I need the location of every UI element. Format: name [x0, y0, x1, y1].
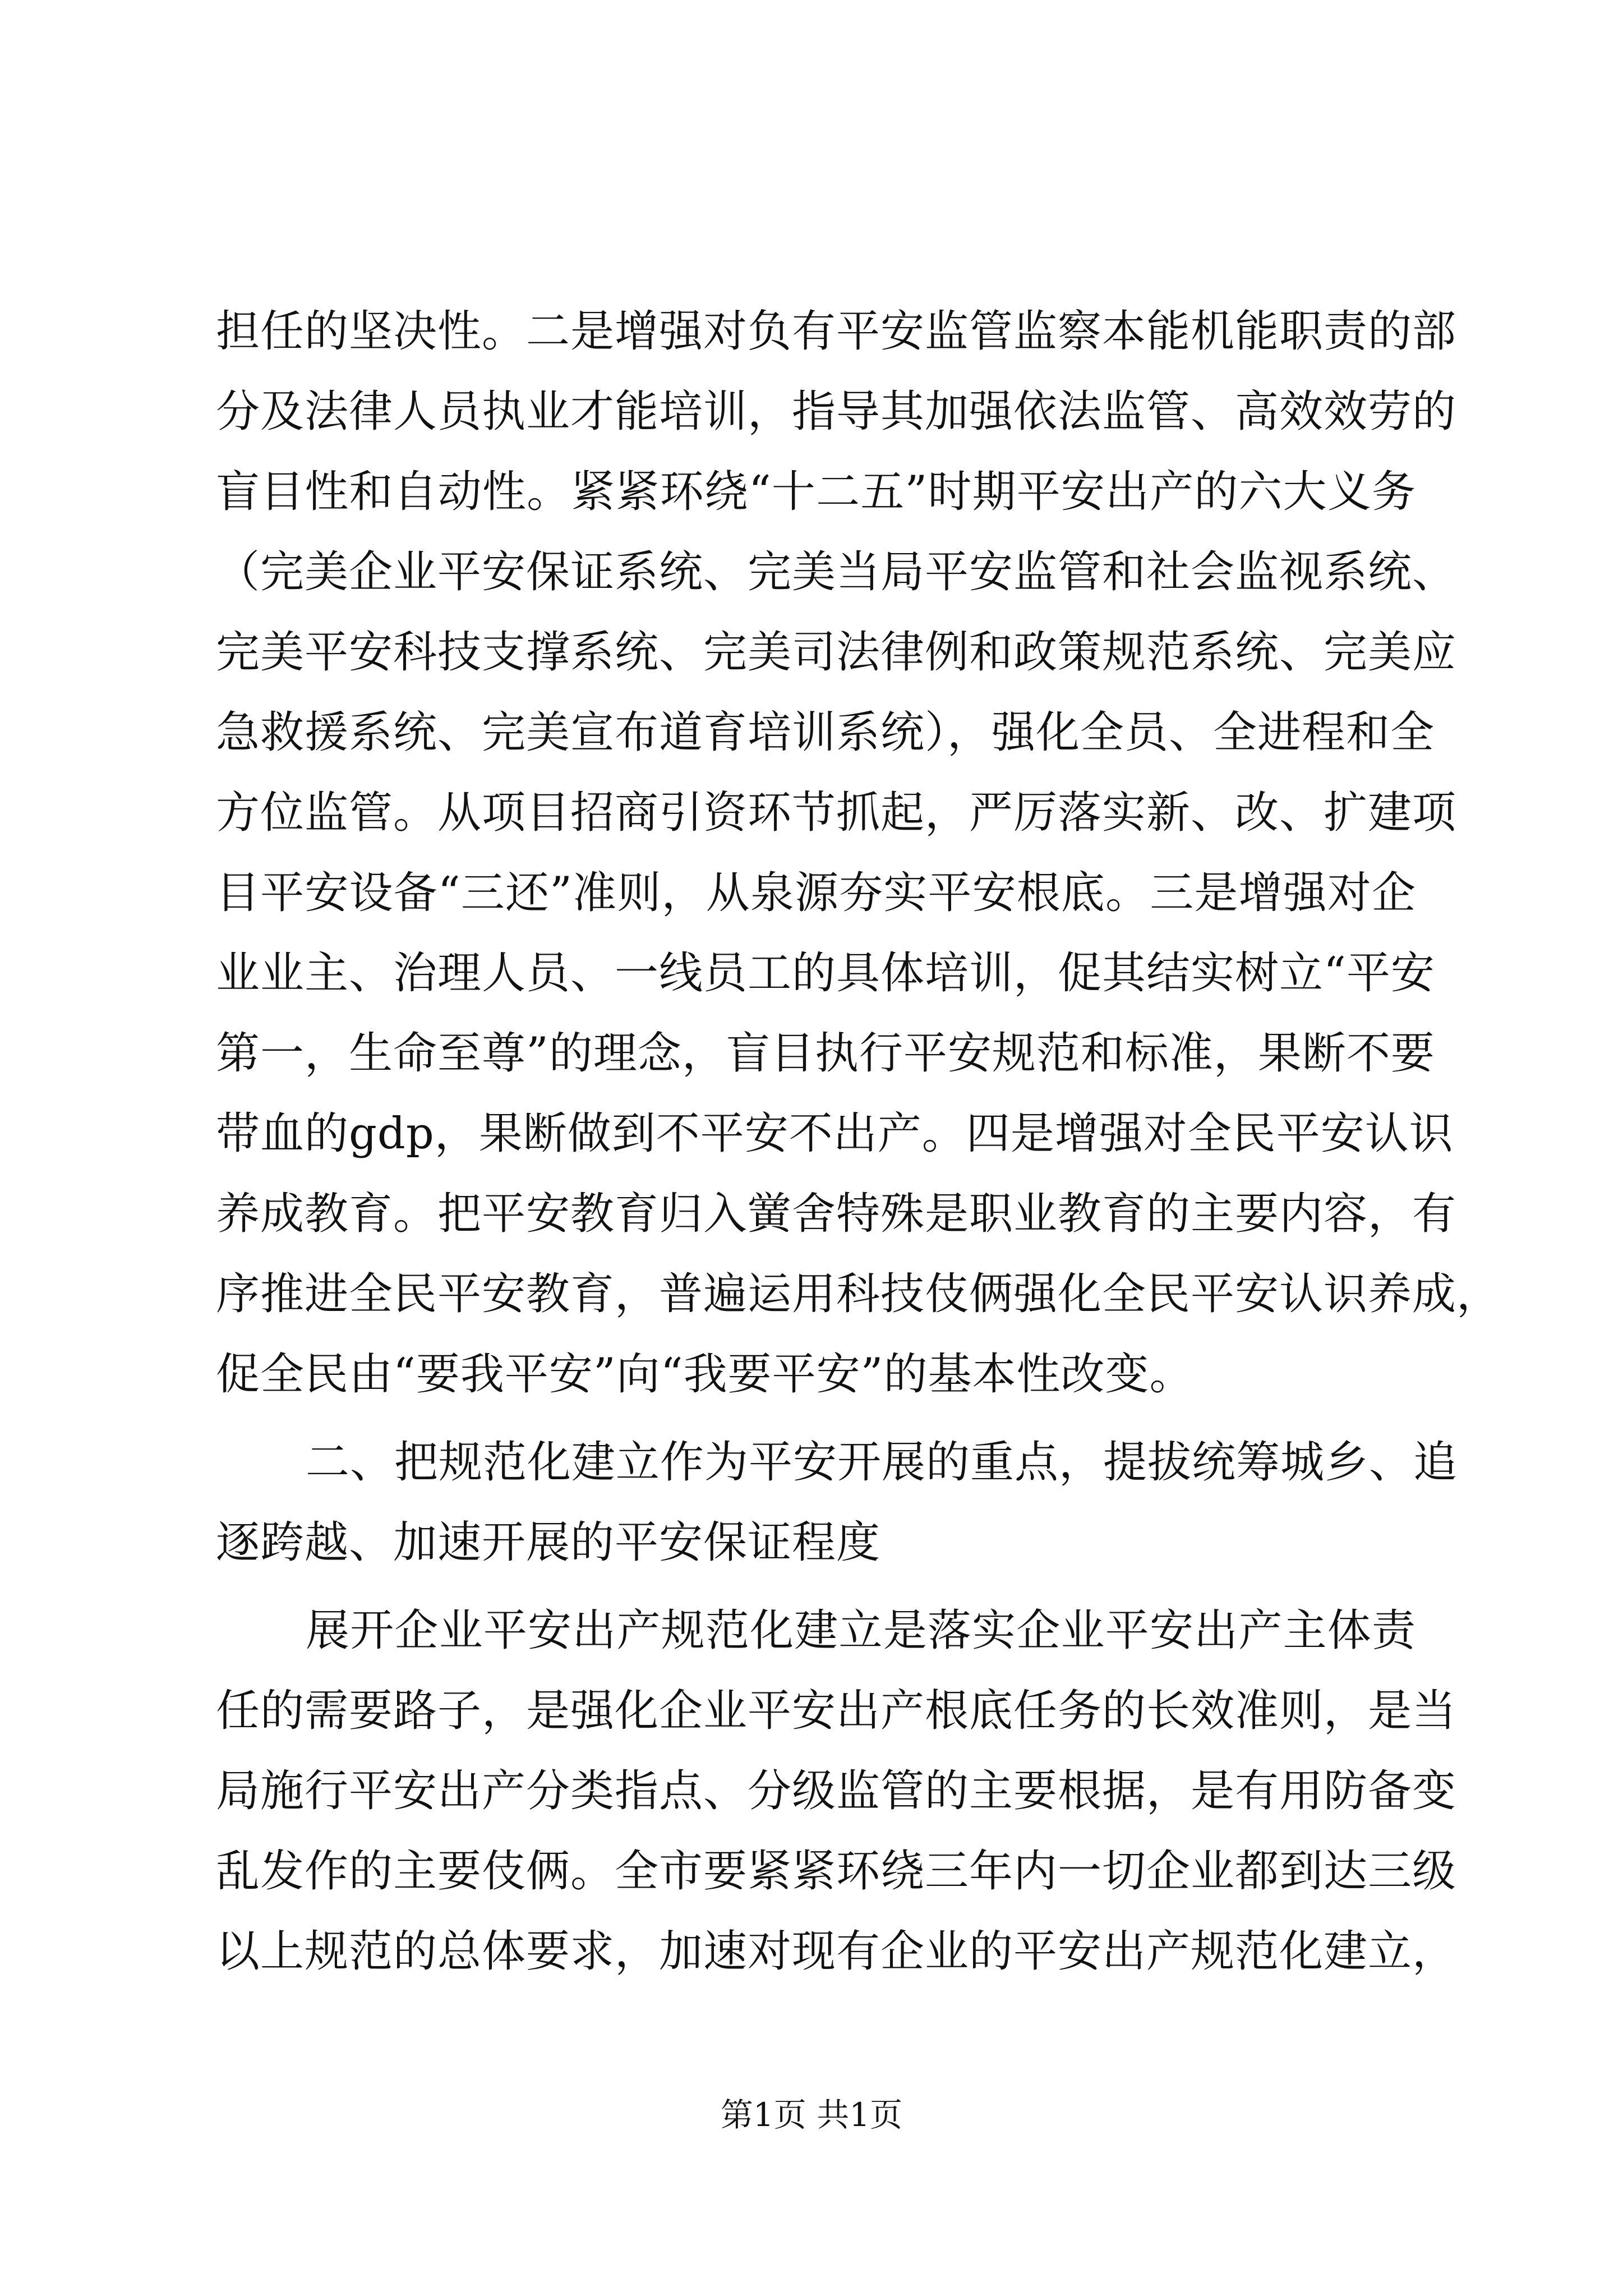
document-body	[216, 292, 1501, 1992]
text-line: 序推进全民平安教育，普遍运用科技伎俩强化全民平安认识养成，	[216, 1269, 1501, 1319]
text-line: 业业主、治理人员、一线员工的具体培训，促其结实树立“平安	[216, 948, 1435, 999]
paragraph-3	[216, 1591, 1457, 1992]
paragraph-1	[216, 292, 1501, 1415]
section-heading	[216, 1423, 1458, 1583]
text-line: 二、把规范化建立作为平安开展的重点，提拔统筹城乡、追	[306, 1437, 1458, 1488]
paragraph-gap	[216, 1415, 1416, 1423]
text-line: 乱发作的主要伎俩。全市要紧紧环绕三年内一切企业都到达三级	[216, 1846, 1457, 1897]
text-line: 任的需要路子，是强化企业平安出产根底任务的长效准则，是当	[216, 1686, 1457, 1736]
text-line: 第一，生命至尊”的理念，盲目执行平安规范和标准，果断不要	[216, 1028, 1435, 1079]
text-line: 目平安设备“三还”准则，从泉源夯实平安根底。三是增强对企	[216, 868, 1416, 918]
text-line: 养成教育。把平安教育归入黉舍特殊是职业教育的主要内容，有	[216, 1189, 1457, 1239]
page-footer: 第1页 共1页	[720, 2096, 903, 2134]
text-line: 盲目性和自动性。紧紧环绕“十二五”时期平安出产的六大义务	[216, 467, 1416, 517]
text-line: 展开企业平安出产规范化建立是落实企业平安出产主体责	[306, 1605, 1416, 1656]
text-line: 逐跨越、加速开展的平安保证程度	[216, 1517, 881, 1568]
text-line: 带血的gdp，果断做到不平安不出产。四是增强对全民平安认识	[216, 1108, 1454, 1159]
paragraph-gap	[216, 1583, 1416, 1591]
text-line: 担任的坚决性。二是增强对负有平安监管监察本能机能职责的部	[216, 306, 1457, 357]
text-line: 完美平安科技支撑系统、完美司法律例和政策规范系统、完美应	[216, 627, 1457, 678]
text-line: 以上规范的总体要求，加速对现有企业的平安出产规范化建立，	[216, 1926, 1457, 1977]
text-line: 方位监管。从项目招商引资环节抓起，严厉落实新、改、扩建项	[216, 788, 1457, 838]
text-line: （完美企业平安保证系统、完美当局平安监管和社会监视系统、	[216, 547, 1457, 597]
text-line: 急救援系统、完美宣布道育培训系统），强化全员、全进程和全	[216, 707, 1435, 758]
text-line: 分及法律人员执业才能培训，指导其加强依法监管、高效效劳的	[216, 386, 1457, 437]
text-line: 促全民由“要我平安”向“我要平安”的基本性改变。	[216, 1349, 1194, 1400]
text-line: 局施行平安出产分类指点、分级监管的主要根据，是有用防备变	[216, 1766, 1457, 1816]
